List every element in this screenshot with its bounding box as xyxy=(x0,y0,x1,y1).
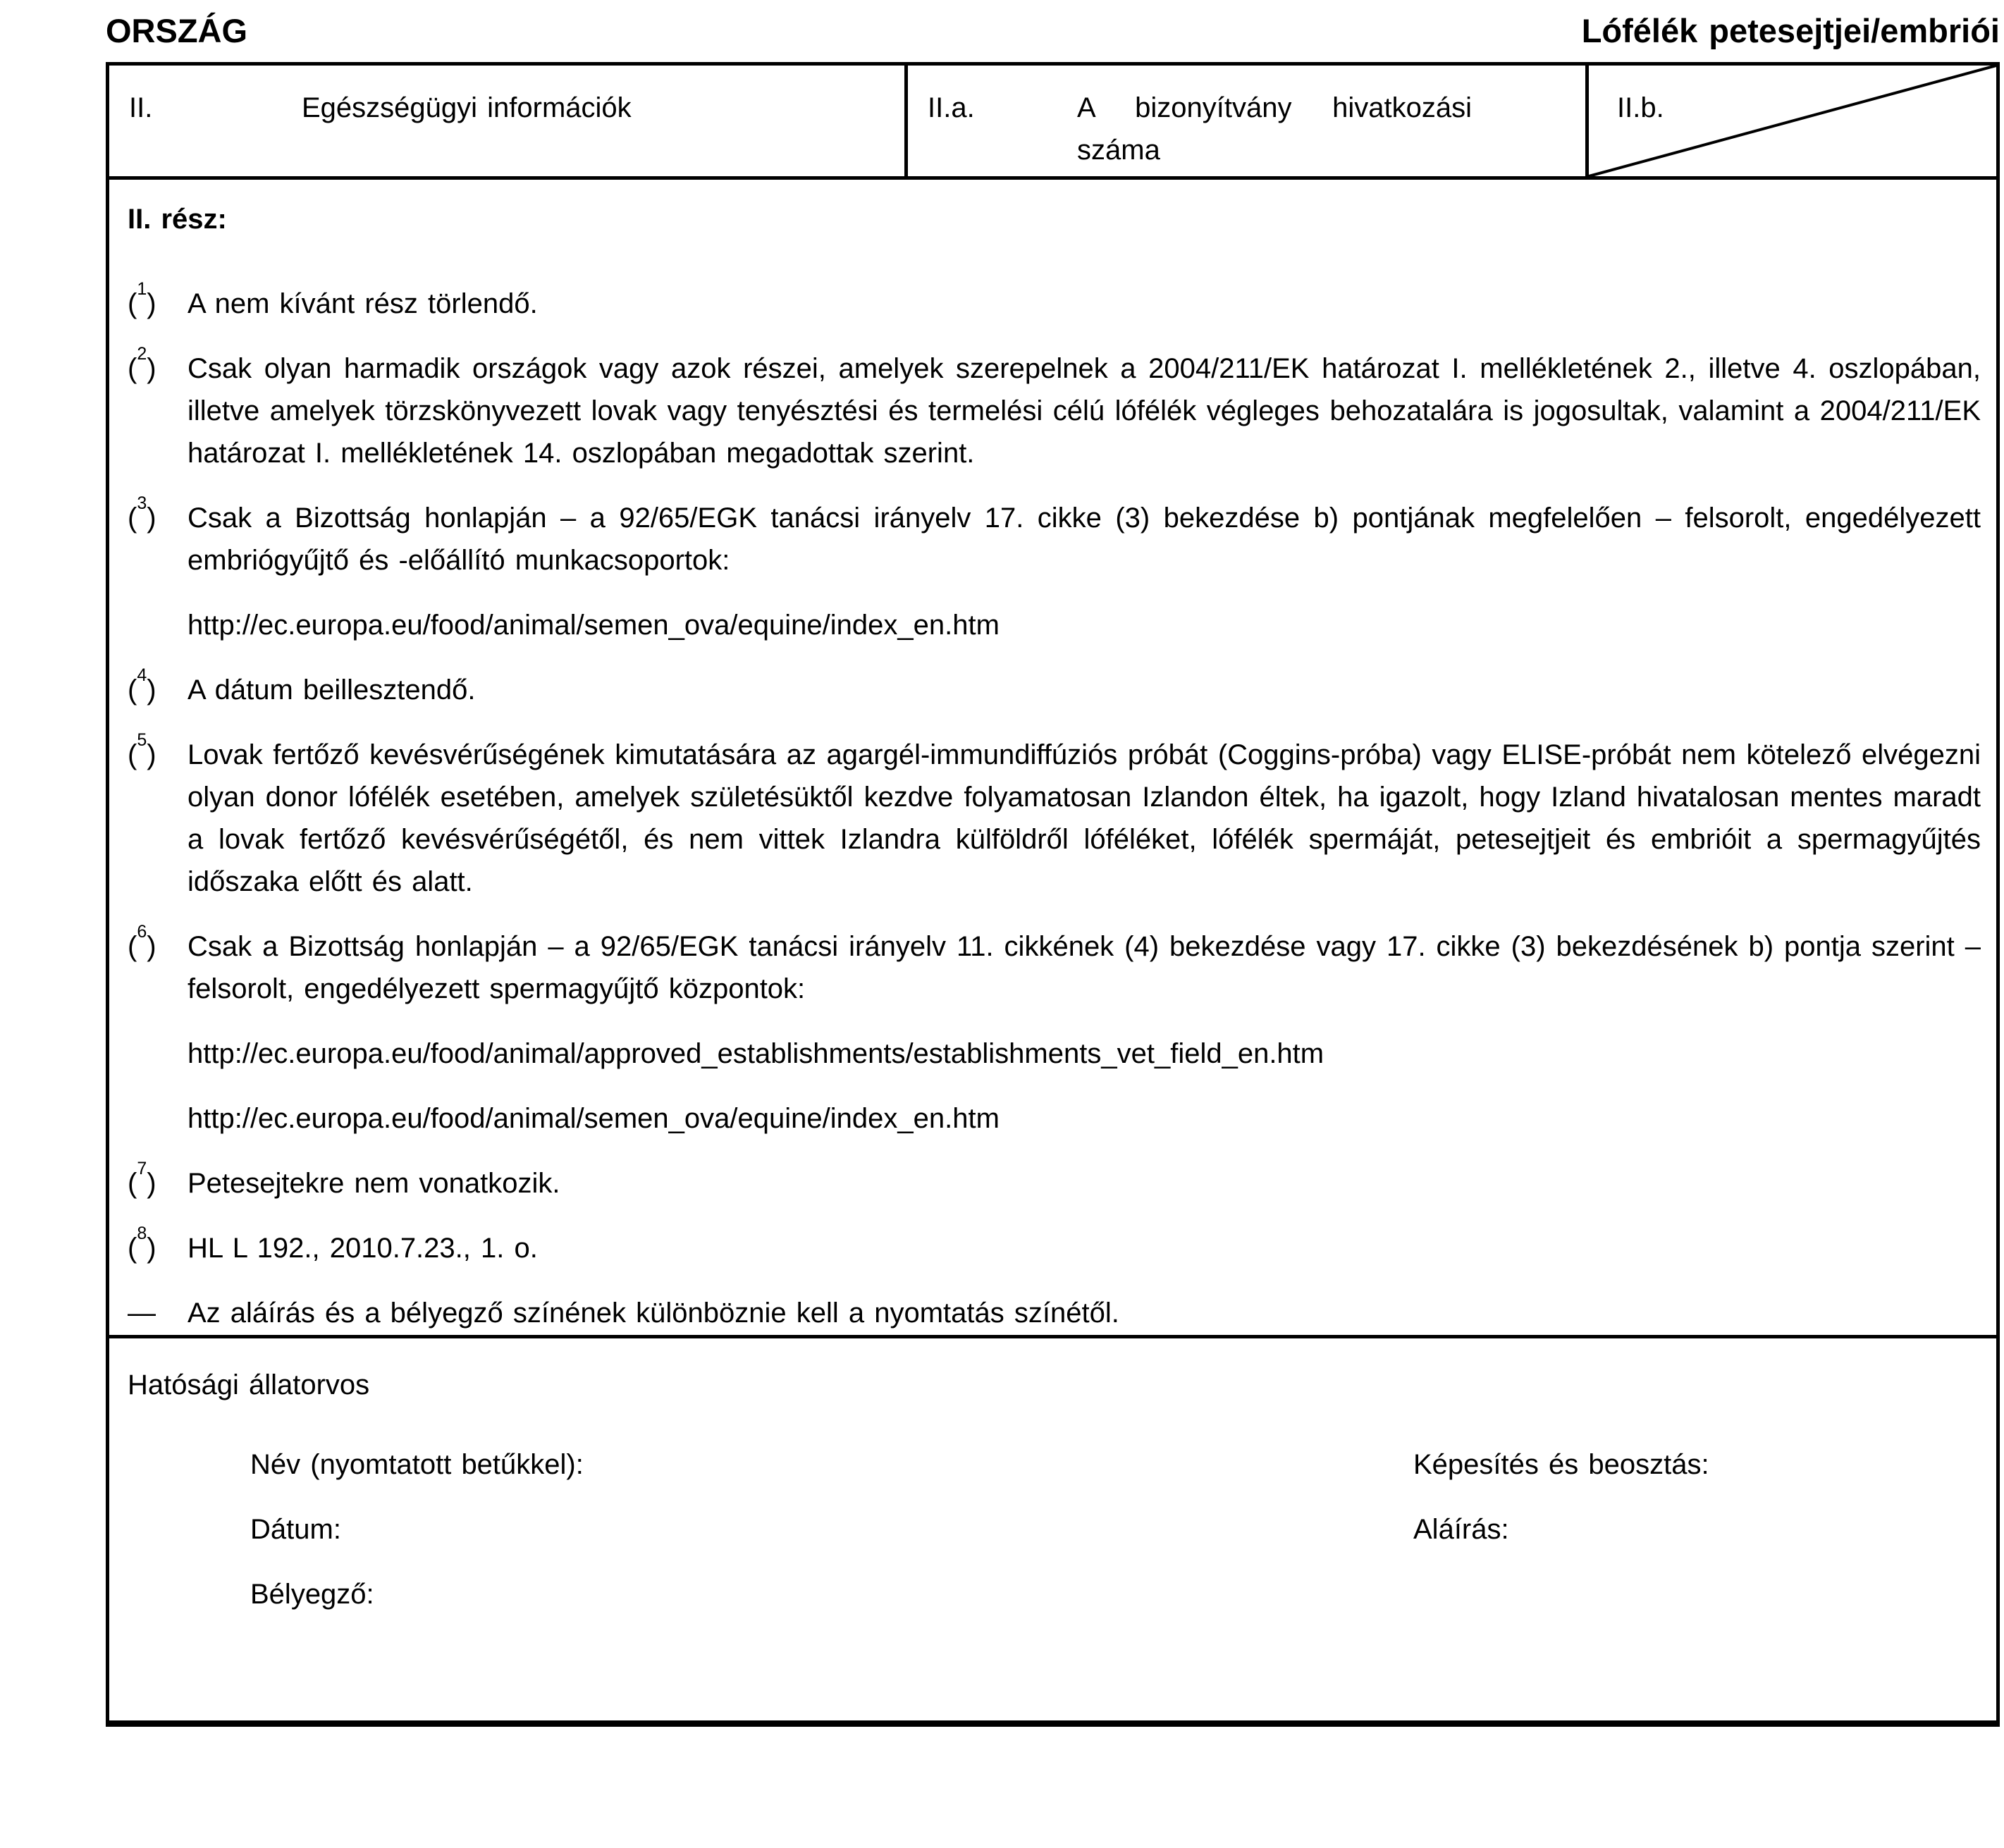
footnote-4-marker: ($^4$) xyxy=(128,665,156,706)
footnote-7-text: Petesejtekre nem vonatkozik. xyxy=(188,1168,560,1199)
section-iia-marker: II.a. xyxy=(928,92,975,123)
health-information-label: Egészségügyi információk xyxy=(302,92,632,123)
cell-iib xyxy=(1589,66,1996,176)
official-veterinarian-cell xyxy=(109,1338,1996,1720)
name-qualification-row xyxy=(128,1443,1981,1486)
footnote-2-marker: ($^2$) xyxy=(128,343,156,384)
footnote-8 xyxy=(128,1223,1981,1269)
footnote-5-marker: ($^5$) xyxy=(128,729,156,770)
url-semen-ova-equine-2: http://ec.europa.eu/food/animal/semen_ova/equine/index_en.htm xyxy=(188,1103,1000,1134)
footnote-8-text: HL L 192., 2010.7.23., 1. o. xyxy=(188,1233,538,1264)
section-ii-marker: II. xyxy=(129,92,153,123)
date-signature-row xyxy=(128,1508,1981,1551)
cell-certificate-reference xyxy=(908,66,1589,176)
footnote-6-marker: ($^6$) xyxy=(128,921,156,962)
footnote-6 xyxy=(128,921,1981,1010)
footnote-1 xyxy=(128,278,1981,325)
part-ii-title: II. rész: xyxy=(128,204,227,235)
date-field-label: Dátum: xyxy=(250,1514,341,1545)
page-header xyxy=(106,11,2000,51)
qualification-field-label: Képesítés és beosztás: xyxy=(1413,1449,1709,1480)
footnote-6-text: Csak a Bizottság honlapján – a 92/65/EGK tanácsi irányelv 11. cikkének (4) bekezdése vagy 17. cikke (3) bekezdésének b) pontja szerint – felsorolt, engedélyezett spermagyűjtő központok: xyxy=(188,931,1981,1004)
table-header-row xyxy=(109,66,1996,180)
official-veterinarian-title: Hatósági állatorvos xyxy=(128,1369,370,1400)
footnote-4-text: A dátum beillesztendő. xyxy=(188,674,476,706)
footnote-1-marker: ($^1$) xyxy=(128,278,156,319)
health-information-table xyxy=(106,62,2000,1727)
footnote-2 xyxy=(128,343,1981,474)
dash-note-text: Az aláírás és a bélyegző színének különböznie kell a nyomtatás színétől. xyxy=(188,1298,1119,1329)
stamp-row xyxy=(128,1573,1981,1615)
cell-health-information xyxy=(109,66,908,176)
certificate-type-label: Lófélék petesejtjei/embriói xyxy=(1581,12,2000,49)
dash-note xyxy=(128,1292,1981,1334)
stamp-field-value xyxy=(1413,1573,1981,1615)
stamp-field-label: Bélyegző: xyxy=(250,1579,374,1610)
dash-note-marker: — xyxy=(128,1298,156,1329)
footnote-3 xyxy=(128,493,1981,581)
footnote-2-text: Csak olyan harmadik országok vagy azok részei, amelyek szerepelnek a 2004/211/EK határozat I. mellékletének 2., illetve 4. oszlopában, illetve amelyek törzskönyvezett lovak vagy tenyésztési és termelési célú lófélék végleges behozatalára is jogosultak, valamint a 2004/211/EK határozat I. mellékletének 14. oszlopában megadottak szerint. xyxy=(188,353,1981,469)
footnote-1-text: A nem kívánt rész törlendő. xyxy=(188,288,538,319)
certificate-reference-label: A bizonyítvány hivatkozási száma xyxy=(1077,92,1472,166)
signature-field-label: Aláírás: xyxy=(1413,1514,1509,1545)
section-iib-marker: II.b. xyxy=(1617,92,1664,123)
footnote-3-text: Csak a Bizottság honlapján – a 92/65/EGK tanácsi irányelv 17. cikke (3) bekezdése b) pontjának megfelelően – felsorolt, engedélyezett embriógyűjtő és -előállító munkacsoportok: xyxy=(188,503,1981,576)
country-label: ORSZÁG xyxy=(106,12,248,49)
part-ii-notes-cell xyxy=(109,180,1996,1338)
footnote-7-marker: ($^7$) xyxy=(128,1158,156,1199)
footnote-5 xyxy=(128,729,1981,903)
url-approved-establishments: http://ec.europa.eu/food/animal/approved_establishments/establishments_vet_field_en.htm xyxy=(188,1038,1324,1069)
footnote-4 xyxy=(128,665,1981,711)
footnote-8-marker: ($^8$) xyxy=(128,1223,156,1264)
footnote-7 xyxy=(128,1158,1981,1205)
footnote-3-marker: ($^3$) xyxy=(128,493,156,534)
url-semen-ova-equine-1: http://ec.europa.eu/food/animal/semen_ova/equine/index_en.htm xyxy=(188,610,1000,641)
name-field-label: Név (nyomtatott betűkkel): xyxy=(250,1449,584,1480)
footnote-5-text: Lovak fertőző kevésvérűségének kimutatására az agargél-immundiffúziós próbát (Coggins-próba) vagy ELISE-próbát nem kötelező elvégezni olyan donor lófélék esetében, amelyek születésüktől kezdve folyamatosan Izlandon éltek, ha igazolt, hogy Izland hivatalosan mentes maradt a lovak fertőző kevésvérűségétől, és nem vittek Izlandra külföldről lóféléket, lófélék spermáját, petesejtjeit és embrióit a spermagyűjtés időszaka előtt és alatt. xyxy=(188,739,1981,897)
